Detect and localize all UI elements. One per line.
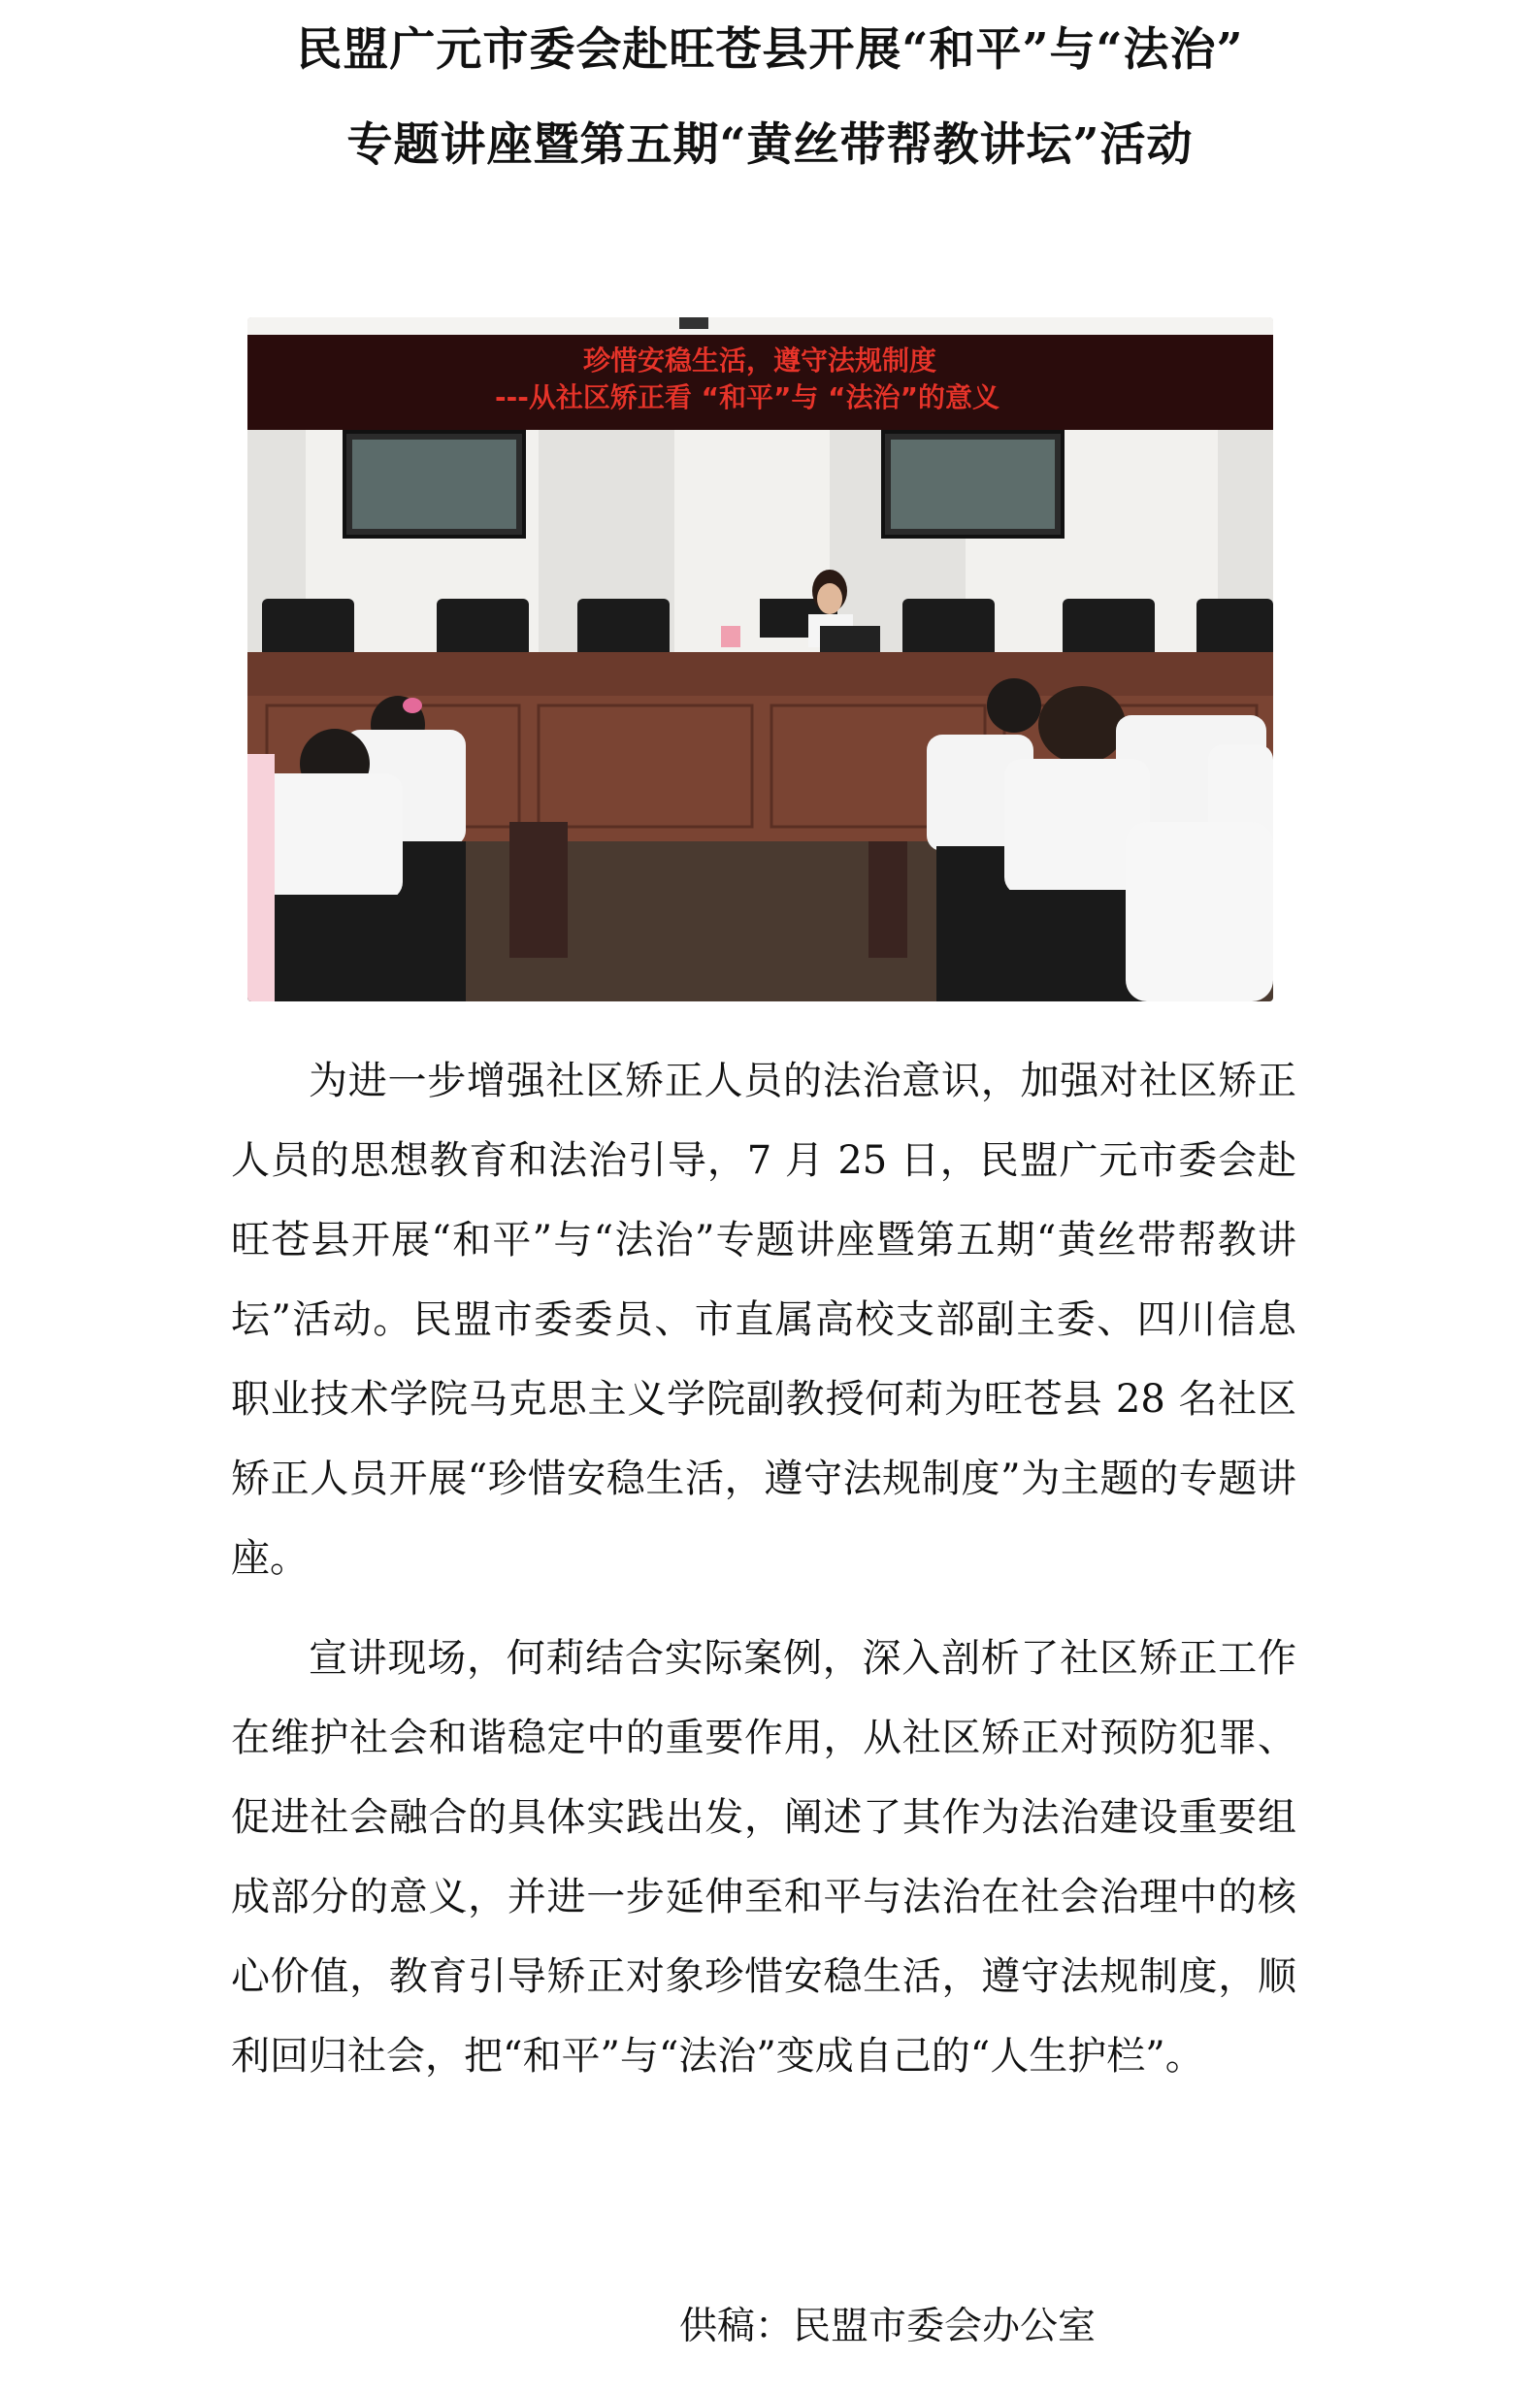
event-photo (247, 317, 1273, 1001)
source-credit: 供稿：民盟市委会办公室 (679, 2305, 1097, 2348)
laptop (820, 626, 880, 653)
article-paragraph-2: 宣讲现场，何莉结合实际案例，深入剖析了社区矫正工作在维护社会和谐稳定中的重要作用，从社区矫正对预防犯罪、促进社会融合的具体实践出发，阐述了其作为法治建设重要组成部分的意义，并进一步延伸至和平与法治在社会治理中的核心价值，教育引导矫正对象珍惜安稳生活，遵守法规制度，顺利回归社会，把“和平”与“法治”变成自己的“人生护栏”。 (231, 1636, 1296, 2079)
podium-desk (247, 652, 1273, 696)
article-paragraph-1: 为进一步增强社区矫正人员的法治意识，加强对社区矫正人员的思想教育和法治引导，7 月 25 日，民盟广元市委会赴旺苍县开展“和平”与“法治”专题讲座暨第五期“黄丝带帮教讲坛”活动。民盟市委委员、市直属高校支部副主委、四川信息职业技术学院马克思主义学院副教授何莉为旺苍县 28 名社区矫正人员开展“珍惜安稳生活，遵守法规制度”为主题的专题讲座。 (231, 1059, 1296, 1581)
article-title-line-1: 民盟广元市委会赴旺苍县开展“和平”与“法治” (296, 23, 1244, 77)
article-title-line-2: 专题讲座暨第五期“黄丝带帮教讲坛”活动 (346, 118, 1194, 172)
banner-line-2: ---从社区矫正看 “和平”与 “法治”的意义 (495, 381, 999, 413)
banner-line-1: 珍惜安稳生活，遵守法规制度 (582, 344, 937, 377)
